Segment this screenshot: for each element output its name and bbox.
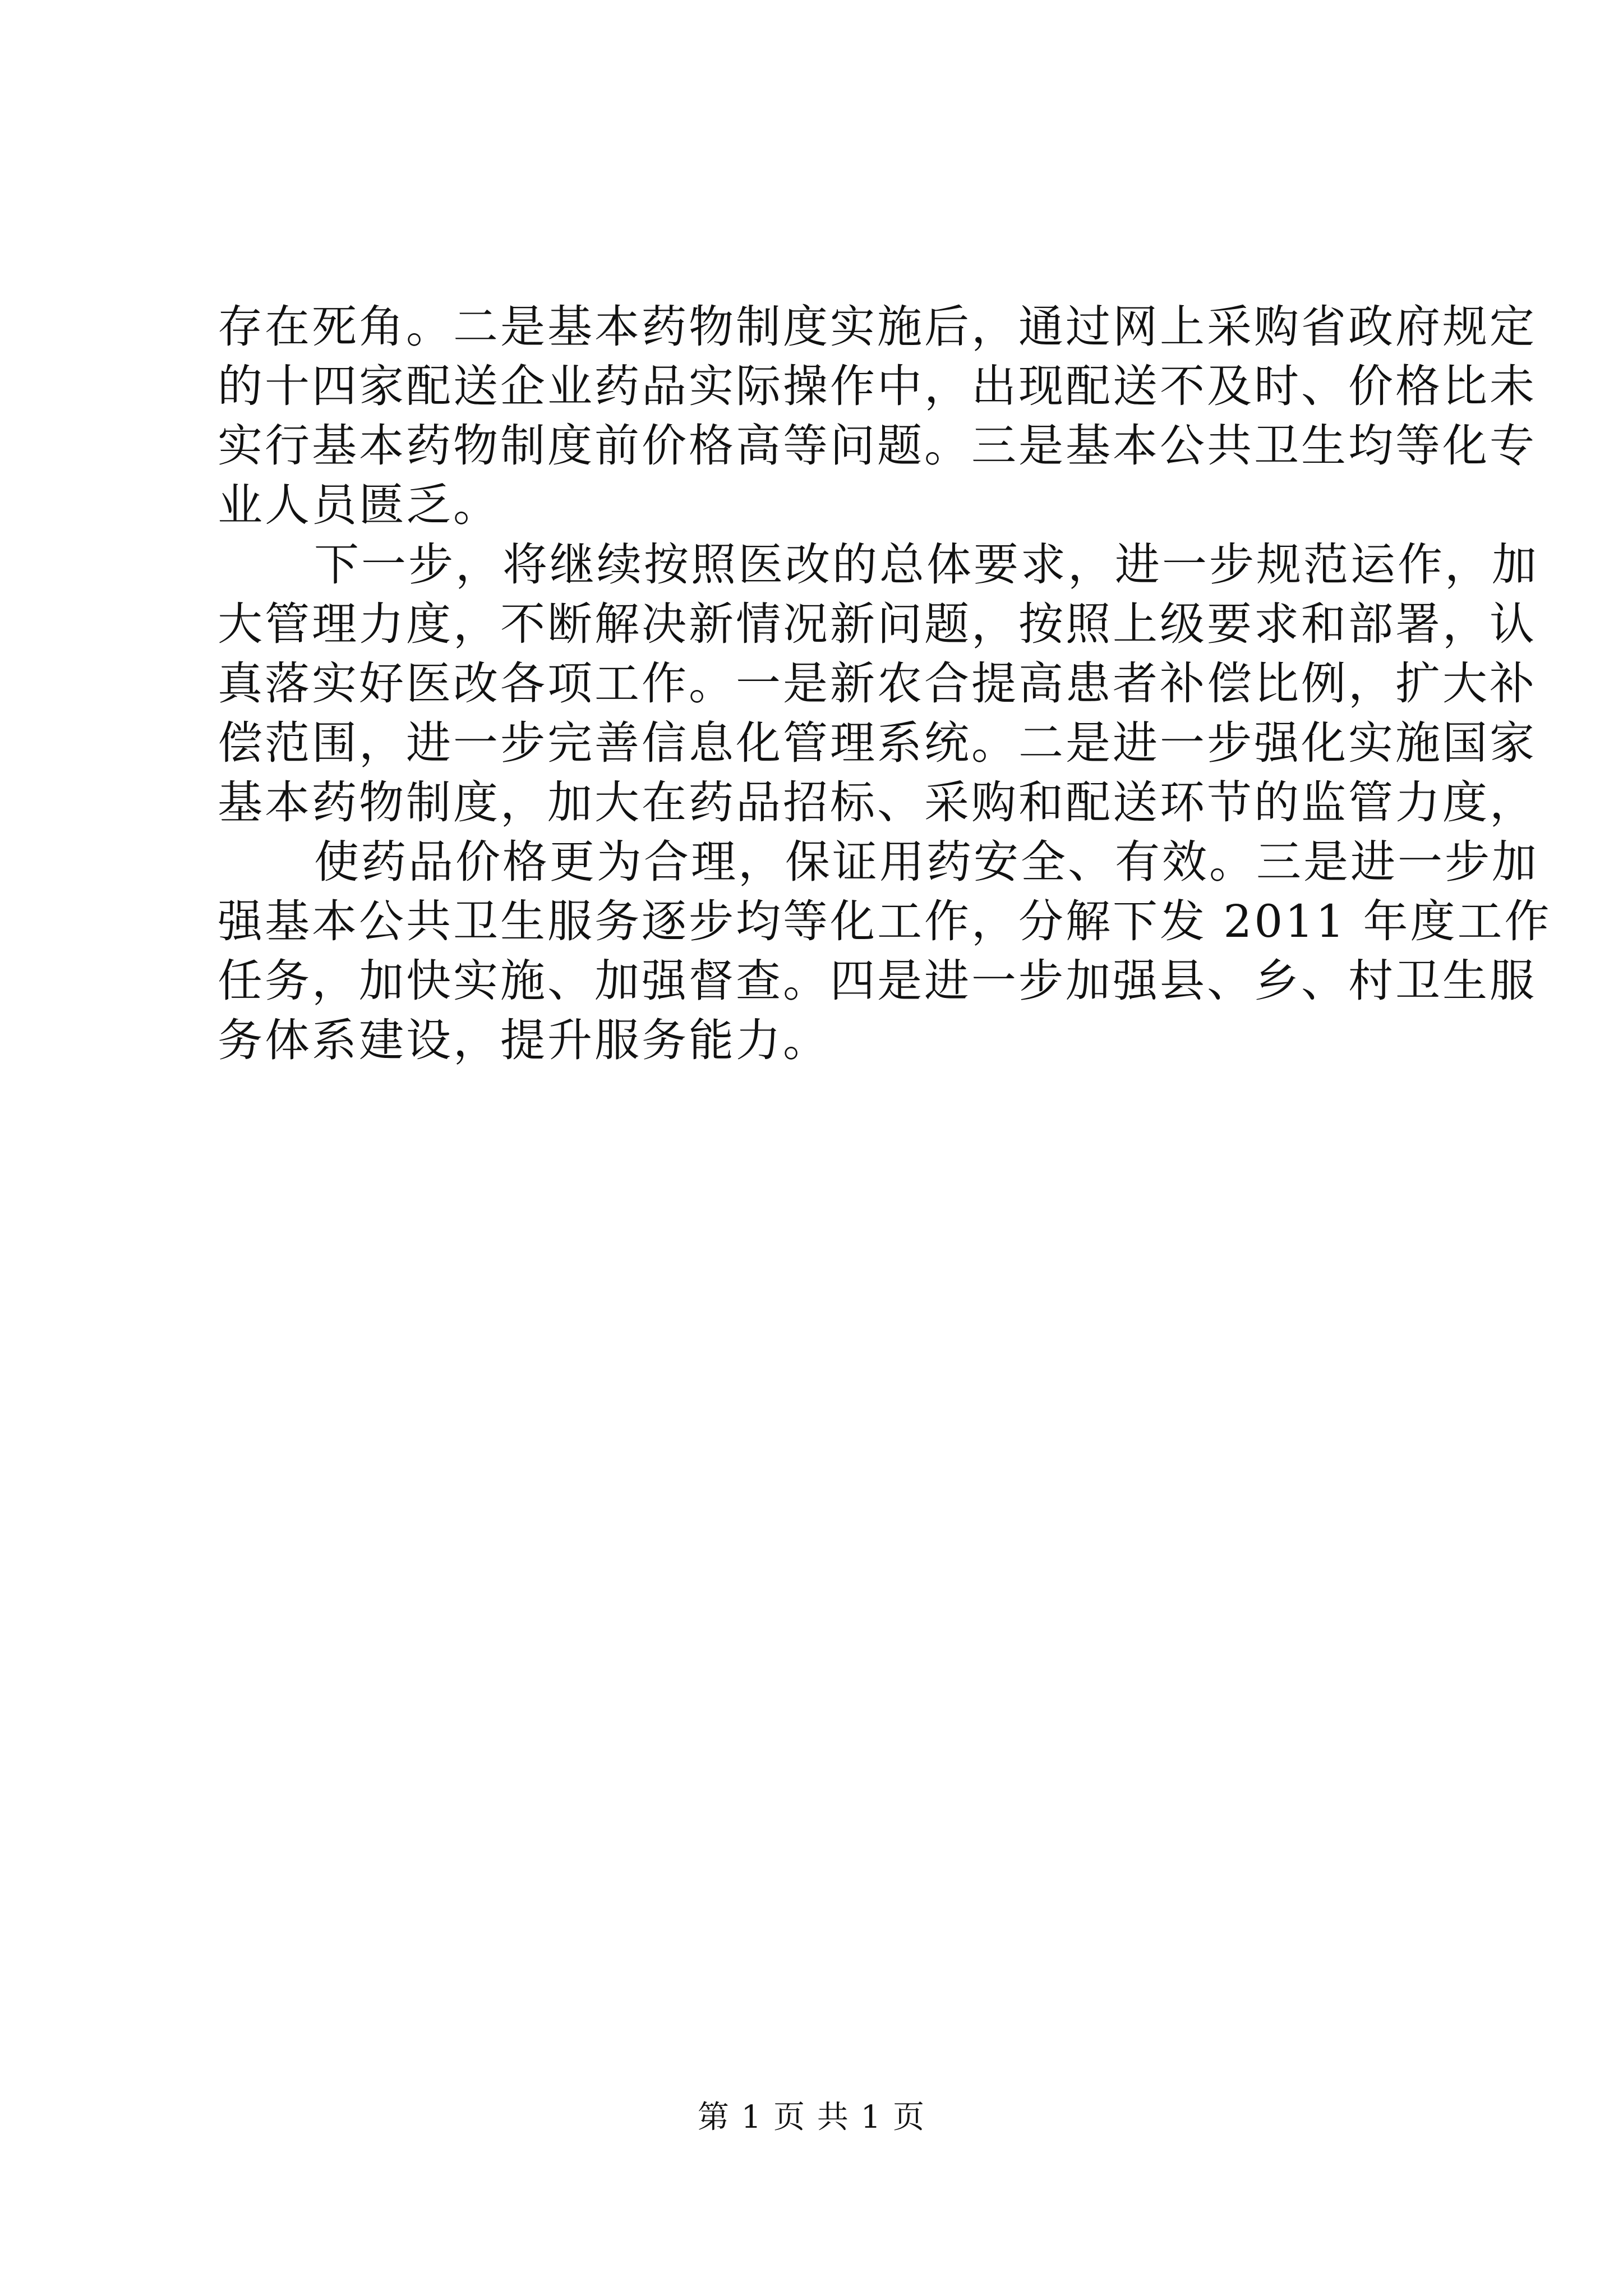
text-line: 偿范围，进一步完善信息化管理系统。二是进一步强化实施国家 (218, 717, 1537, 769)
paragraph-1 (218, 297, 1537, 535)
page-number-label: 第 1 页 共 1 页 (697, 2099, 926, 2136)
text-line: 业人员匮乏。 (218, 479, 500, 531)
paragraph-2 (218, 535, 1539, 832)
text-line: 的十四家配送企业药品实际操作中，出现配送不及时、价格比未 (218, 360, 1537, 412)
text-line: 下一步，将继续按照医改的总体要求，进一步规范运作，加 (314, 539, 1539, 591)
text-line: 实行基本药物制度前价格高等问题。三是基本公共卫生均等化专 (218, 420, 1537, 472)
text-line: 任务，加快实施、加强督查。四是进一步加强县、乡、村卫生服 (218, 955, 1537, 1007)
paragraph-3 (218, 832, 1552, 1070)
text-line: 基本药物制度，加大在药品招标、采购和配送环节的监管力度， (218, 776, 1537, 829)
text-line: 大管理力度，不断解决新情况新问题，按照上级要求和部署，认 (218, 598, 1537, 650)
text-line: 真落实好医改各项工作。一是新农合提高患者补偿比例，扩大补 (218, 657, 1537, 710)
document-body (218, 297, 1552, 1070)
page-footer (0, 2098, 1623, 2137)
text-line: 存在死角。二是基本药物制度实施后，通过网上采购省政府规定 (218, 301, 1537, 353)
text-line: 使药品价格更为合理，保证用药安全、有效。三是进一步加 (314, 836, 1539, 888)
text-line: 强基本公共卫生服务逐步均等化工作，分解下发 2011 年度工作 (218, 895, 1552, 947)
text-line: 务体系建设，提升服务能力。 (218, 1014, 830, 1066)
